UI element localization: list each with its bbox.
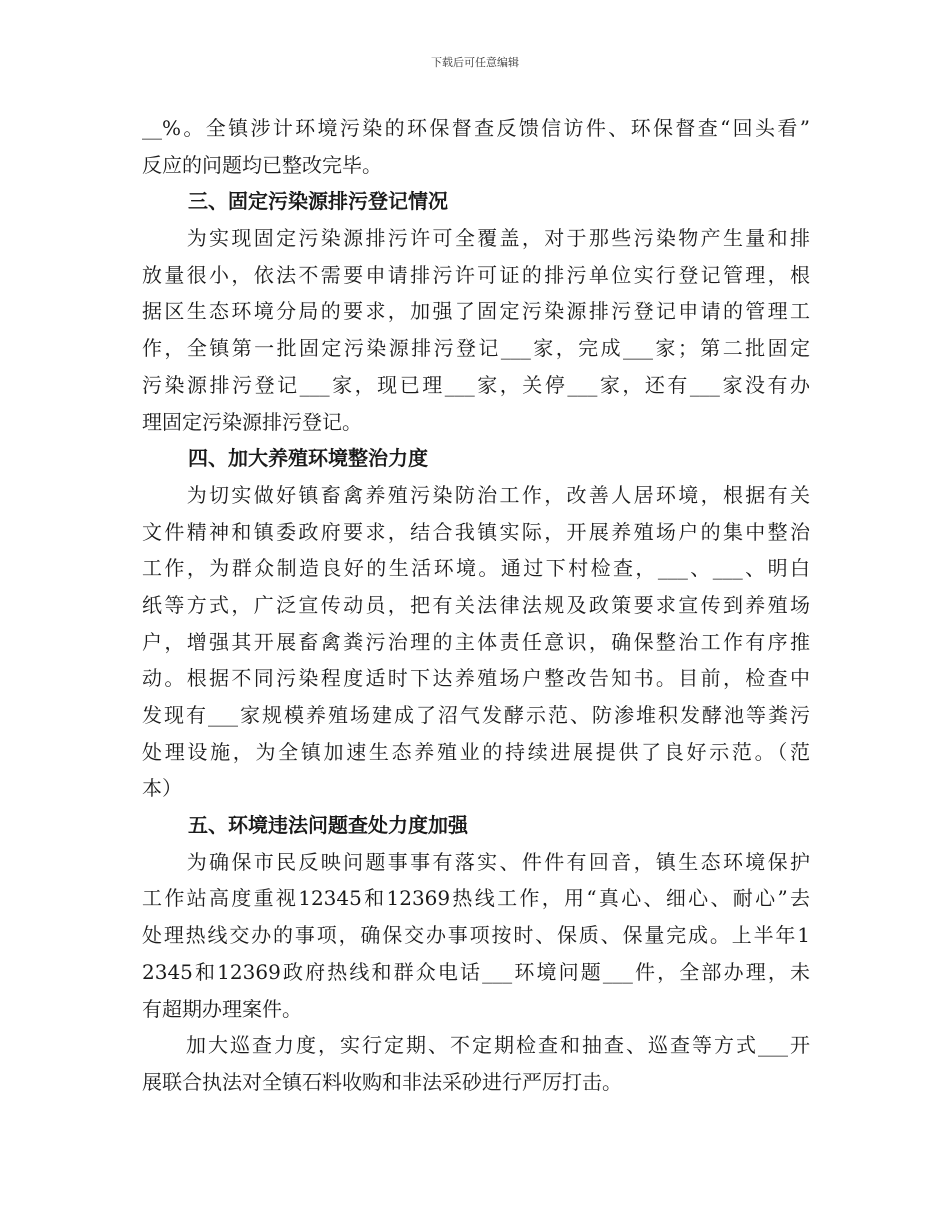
paragraph-line: 本）	[142, 776, 182, 801]
paragraph-line: 工作，为群众制造良好的生活环境。通过下村检查，___、___、明白	[142, 556, 810, 581]
paragraph-line: 纸等方式，广泛宣传动员，把有关法律法规及政策要求宣传到养殖场	[142, 592, 810, 617]
paragraph-line: 据区生态环境分局的要求，加强了固定污染源排污登记申请的管理工	[142, 299, 810, 324]
paragraph-line: 加大巡查力度，实行定期、不定期检查和抽查、巡查等方式___开	[142, 1033, 810, 1058]
paragraph-line: 作，全镇第一批固定污染源排污登记___家，完成___家；第二批固定	[142, 336, 810, 361]
paragraph-line: 为确保市民反映问题事事有落实、件件有回音，镇生态环境保护	[142, 849, 810, 874]
paragraph-line: 工作站高度重视12345和12369热线工作，用“真心、细心、耐心”去	[142, 886, 810, 911]
paragraph-line: 为实现固定污染源排污许可全覆盖，对于那些污染物产生量和排	[142, 226, 810, 251]
paragraph-line: 为切实做好镇畜禽养殖污染防治工作，改善人居环境，根据有关	[142, 482, 810, 507]
paragraph-line: 有超期办理案件。	[142, 996, 302, 1021]
paragraph-line: 发现有___家规模养殖场建成了沼气发酵示范、防渗堆积发酵池等粪污	[142, 703, 810, 727]
paragraph-line: 理固定污染源排污登记。	[142, 409, 362, 434]
paragraph-line: 动。根据不同污染程度适时下达养殖场户整改告知书。目前，检查中	[142, 666, 810, 691]
paragraph-line: 处理热线交办的事项，确保交办事项按时、保质、保量完成。上半年1	[142, 923, 810, 948]
paragraph-line: 户，增强其开展畜禽粪污治理的主体责任意识，确保整治工作有序推	[142, 629, 810, 654]
paragraph-line: 反应的问题均已整改完毕。	[142, 152, 382, 177]
paragraph-line: 放量很小，依法不需要申请排污许可证的排污单位实行登记管理，根	[142, 262, 810, 287]
section-heading: 五、环境违法问题查处力度加强	[188, 813, 468, 838]
section-heading: 三、固定污染源排污登记情况	[188, 189, 448, 214]
page-header: 下载后可任意编辑	[431, 56, 519, 69]
paragraph-line: __%。全镇涉计环境污染的环保督查反馈信访件、环保督查“回头看”	[142, 116, 810, 140]
paragraph-line: 污染源排污登记___家，现已理___家，关停___家，还有___家没有办	[142, 372, 810, 397]
paragraph-line: 处理设施，为全镇加速生态养殖业的持续进展提供了良好示范。（范	[142, 739, 810, 764]
paragraph-line: 展联合执法对全镇石料收购和非法采砂进行严厉打击。	[142, 1069, 622, 1094]
document-body	[142, 110, 810, 1101]
paragraph-line: 2345和12369政府热线和群众电话___环境问题___件，全部办理，未	[142, 959, 810, 984]
paragraph-line: 文件精神和镇委政府要求，结合我镇实际，开展养殖场户的集中整治	[142, 519, 810, 544]
section-heading: 四、加大养殖环境整治力度	[188, 446, 428, 471]
